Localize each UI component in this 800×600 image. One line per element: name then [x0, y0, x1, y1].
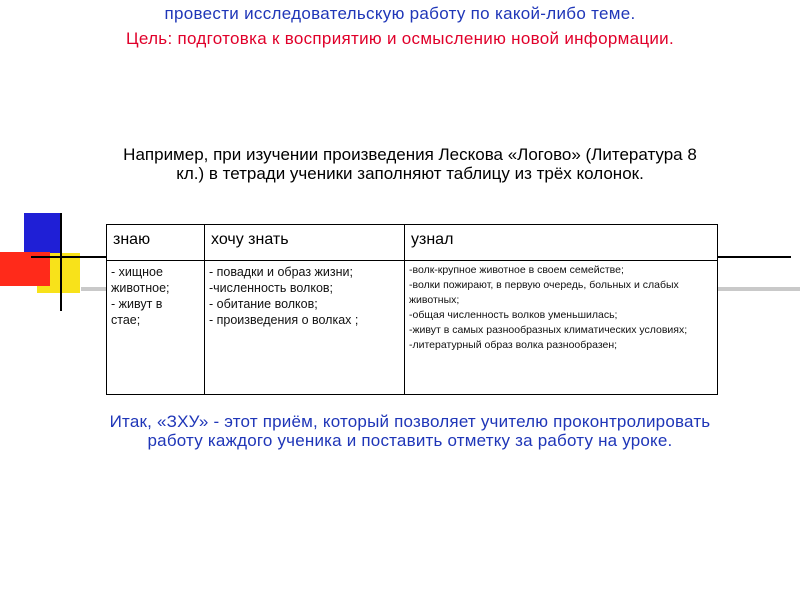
header-learned: узнал: [405, 225, 718, 261]
list-item: -литературный образ волка разнообразен;: [409, 339, 618, 351]
intro-line: провести исследовательскую работу по какой-либо теме.: [164, 4, 636, 23]
header-want-to-know: хочу знать: [205, 225, 405, 261]
list-item: -общая численность волков уменьшилась;: [409, 309, 618, 321]
cell-learned: [405, 261, 718, 395]
header-know: знаю: [107, 225, 205, 261]
list-item: - обитание волков;: [209, 297, 318, 311]
goal-line: Цель: подготовка к восприятию и осмыслению новой информации.: [126, 29, 674, 48]
list-item: -живут в самых разнообразных климатических условиях;: [409, 324, 688, 336]
list-item: -численность волков;: [209, 281, 334, 295]
list-item: стае;: [111, 313, 141, 327]
list-item: - повадки и образ жизни;: [209, 265, 353, 279]
zhu-table: [106, 224, 718, 395]
summary-paragraph: Итак, «ЗХУ» - этот приём, который позволяет учителю проконтролировать работу каждого ученика и поставить отметку за работу на уроке.: [109, 412, 711, 450]
decor-blue-square: [24, 213, 60, 254]
list-item: животное;: [111, 281, 170, 295]
table-row: [107, 261, 718, 395]
list-item: - хищное: [111, 265, 163, 279]
list-item: -волки пожирают, в первую очередь, больных и слабых животных;: [409, 279, 679, 306]
decor-vertical-line: [60, 213, 62, 311]
cell-want-to-know: [205, 261, 405, 395]
list-item: -волк-крупное животное в своем семействе;: [409, 264, 624, 276]
list-item: - живут в: [111, 297, 163, 311]
cell-know: [107, 261, 205, 395]
list-item: - произведения о волках ;: [209, 313, 359, 327]
example-paragraph: Например, при изучении произведения Лескова «Логово» (Литература 8 кл.) в тетради ученики заполняют таблицу из трёх колонок.: [123, 145, 697, 183]
table-header-row: [107, 225, 718, 261]
